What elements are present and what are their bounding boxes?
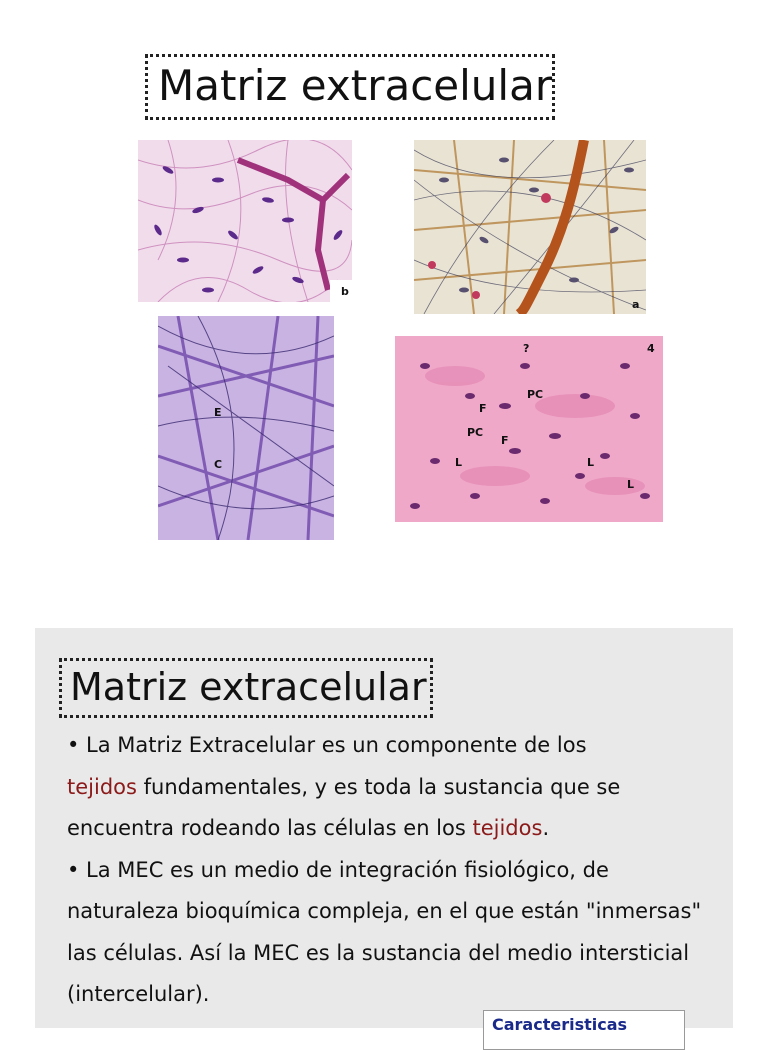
bullet-1 xyxy=(67,725,707,850)
micrograph-bottom-left xyxy=(158,316,334,540)
image-label-l-3: L xyxy=(627,478,635,491)
image-label-a: a xyxy=(632,298,640,311)
bullet-1-middle: fundamentales, y es toda la sustancia que se encuentra rodeando las células en los xyxy=(67,774,621,840)
image-label-l-2: L xyxy=(587,456,595,469)
slide1-title: Matriz extracelular xyxy=(145,54,555,120)
image-label-c: C xyxy=(214,458,223,471)
slide2-title: Matriz extracelular xyxy=(59,658,433,718)
image-label-e: E xyxy=(214,406,222,419)
bullet-1-suffix: . xyxy=(542,816,550,840)
bullet-1-prefix: • La Matriz Extracelular es un componente de los xyxy=(67,733,587,757)
image-label-f-2: F xyxy=(501,434,509,447)
image-label-4: 4 xyxy=(647,342,655,355)
micrograph-bottom-right xyxy=(395,336,663,522)
tejidos-link-2[interactable]: tejidos xyxy=(472,816,543,840)
bullet-2: • La MEC es un medio de integración fisiológico, de naturaleza bioquímica compleja, en el que están "inmersas" las células. Así la MEC es la sustancia del medio intersticial (intercelular). xyxy=(67,857,702,1006)
next-slide-preview: Caracteristicas xyxy=(483,1010,685,1050)
tejidos-link-1[interactable]: tejidos xyxy=(67,774,137,799)
micrograph-top-right xyxy=(414,140,646,314)
image-label-pc-2: PC xyxy=(467,426,484,439)
slide2-body xyxy=(67,725,707,1016)
image-label-f-1: F xyxy=(479,402,487,415)
slide2-panel xyxy=(35,628,733,1034)
image-label-l-1: L xyxy=(455,456,463,469)
micrograph-top-left xyxy=(138,140,352,302)
image-label-pc-1: PC xyxy=(527,388,544,401)
image-label-b: b xyxy=(341,285,349,298)
image-label-question: ? xyxy=(523,342,530,355)
